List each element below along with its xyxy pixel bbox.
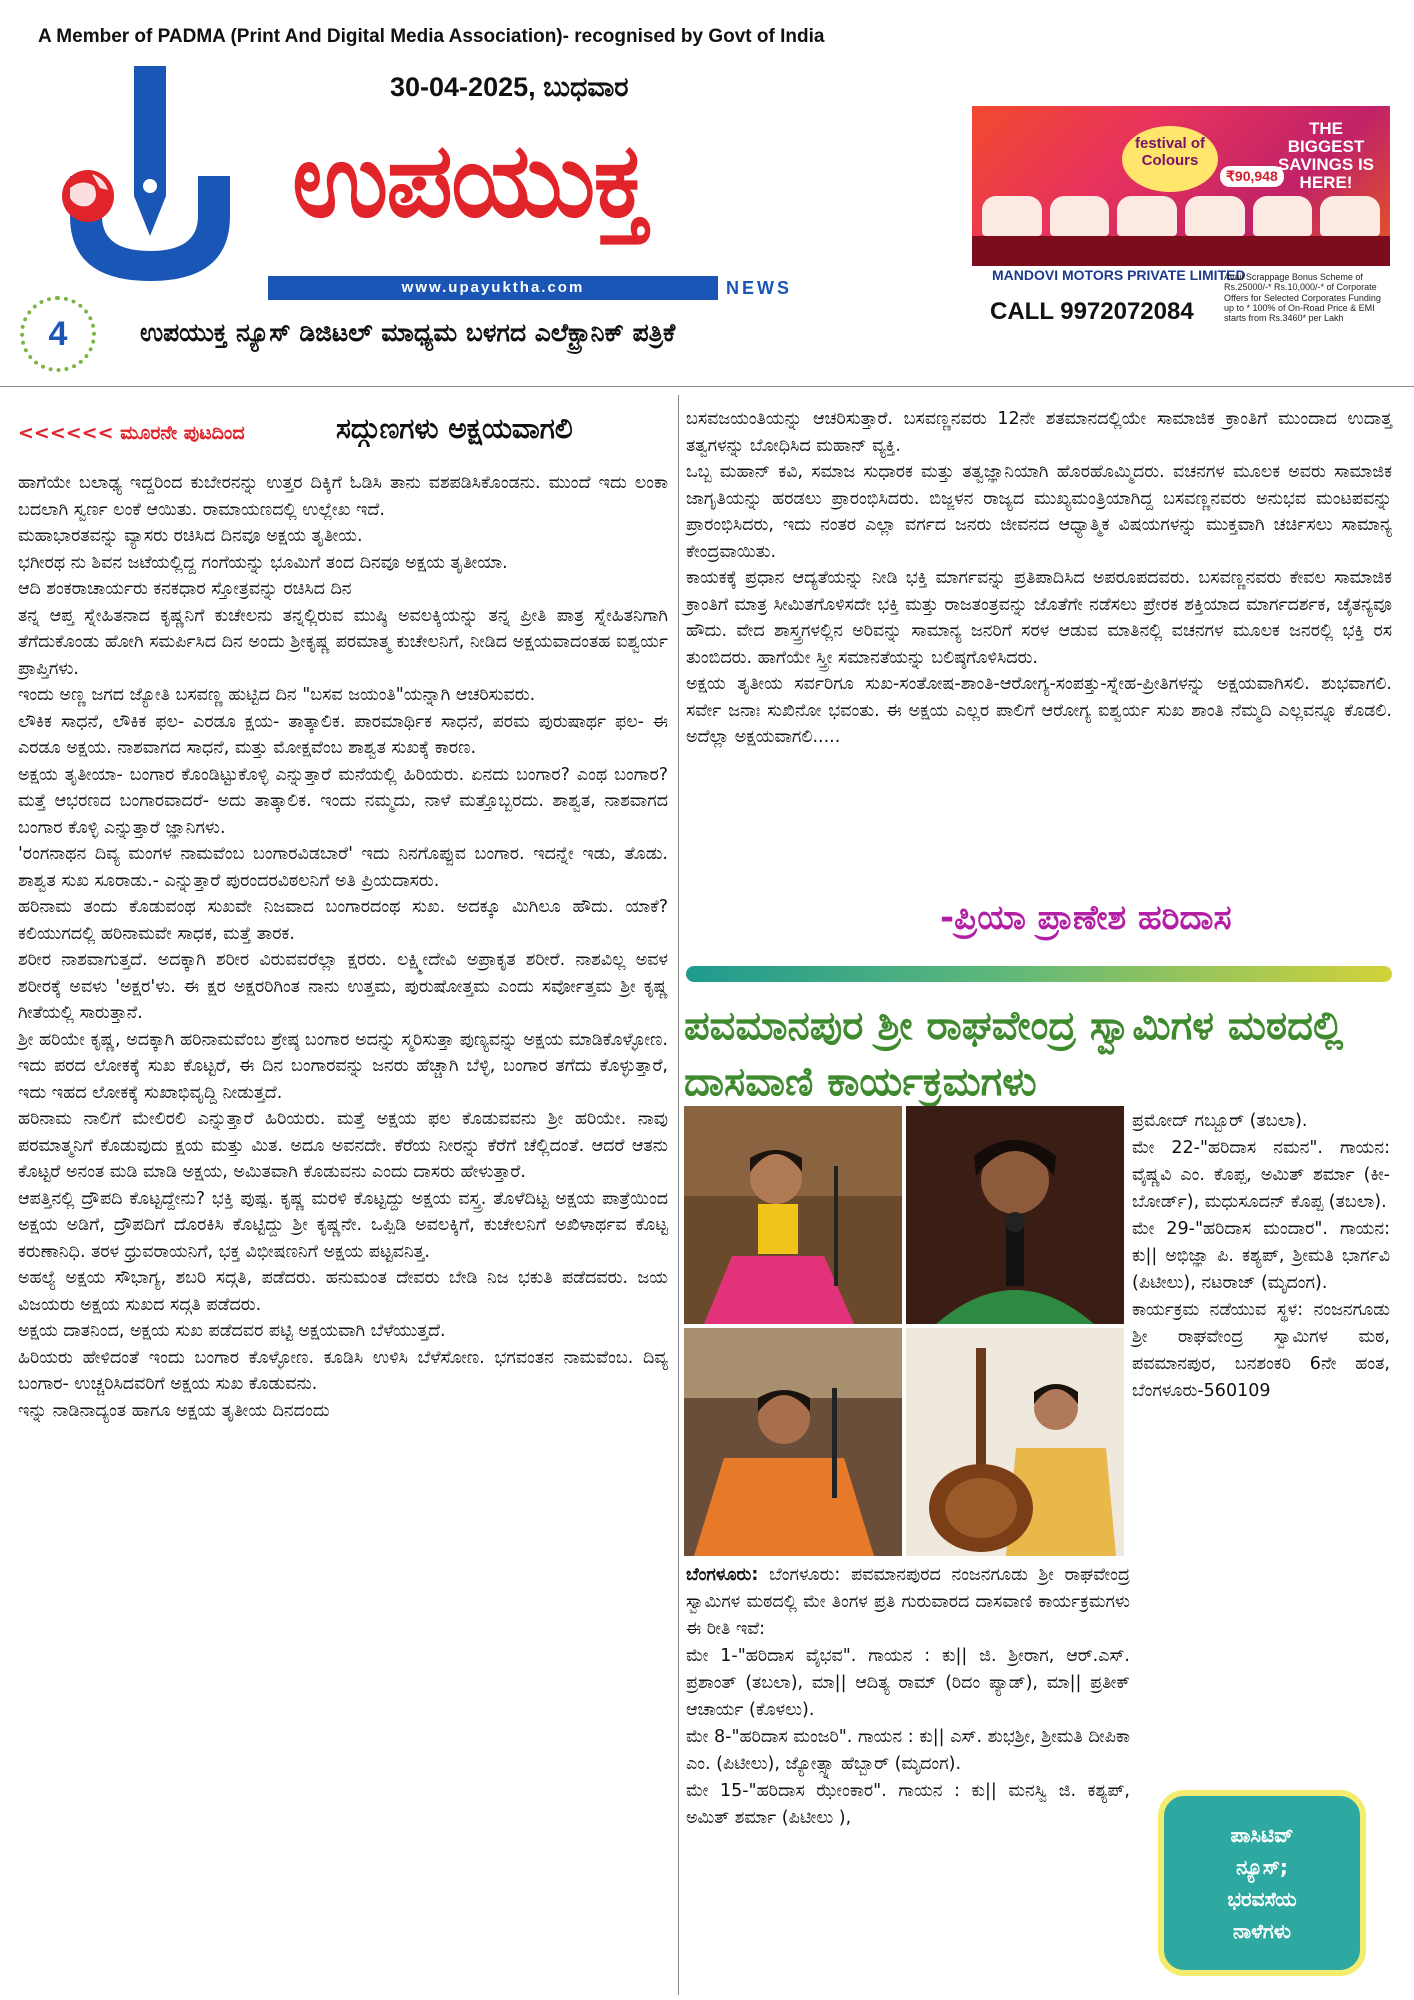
column-divider [678, 395, 679, 1995]
dateline-text: ಬೆಂಗಳೂರು: ಪವಮಾನಪುರದ ನಂಜನಗೂಡು ಶ್ರೀ ರಾಘವೇಂದ್ರ ಸ್ವಾಮಿಗಳ ಮಠದಲ್ಲಿ ಮೇ ತಿಂಗಳ ಪ್ರತಿ ಗುರುವಾರದ ದಾಸವಾಣಿ ಕಾರ್ಯಕ್ರಮಗಳು ಈ ರೀತಿ ಇವೆ: [686, 1565, 1130, 1639]
gradient-divider [686, 966, 1392, 982]
pen-logo-icon [30, 66, 270, 296]
badge-line: ನ್ಯೂಸ್; [1236, 1855, 1288, 1879]
ad-cars-row [982, 196, 1380, 236]
schedule-body [686, 1562, 1130, 1832]
paragraph: ಅಕ್ಷಯ ದಾತನಿಂದ, ಅಕ್ಷಯ ಸುಖ ಪಡೆದವರ ಪಟ್ಟಿ ಅಕ್ಷಯವಾಗಿ ಬೆಳೆಯುತ್ತದೆ. [18, 1321, 446, 1341]
veena-player-photo[interactable] [906, 1328, 1124, 1556]
maruti-advertisement[interactable] [972, 106, 1390, 325]
car-image [1185, 196, 1245, 236]
paragraph: ಒಬ್ಬ ಮಹಾನ್ ಕವಿ, ಸಮಾಜ ಸುಧಾರಕ ಮತ್ತು ತತ್ವಜ್ಞಾನಿಯಾಗಿ ಹೊರಹೊಮ್ಮಿದರು. ವಚನಗಳ ಮೂಲಕ ಅವರು ಸಾಮಾಜಿಕ ಜಾಗೃತಿಯನ್ನು ಹರಡಲು ಪ್ರಾರಂಭಿಸಿದರು. ಬಿಜ್ಜಳನ ರಾಜ್ಯದ ಮುಖ್ಯಮಂತ್ರಿಯಾಗಿದ್ದ ಬಸವಣ್ಣನವರು ಅನುಭವ ಮಂಟಪವನ್ನು ಪ್ರಾರಂಭಿಸಿದರು, ಇದು ನಂತರ ಎಲ್ಲಾ ವರ್ಗದ ಜನರು ಜೀವನದ ಆಧ್ಯಾತ್ಮಿಕ ವಿಷಯಗಳನ್ನು ಮುಕ್ತವಾಗಿ ಚರ್ಚಿಸಲು ಸಾಮಾನ್ಯ ಕೇಂದ್ರವಾಯಿತು. [686, 462, 1392, 562]
article-body-right [686, 406, 1392, 751]
photo-collage [684, 1106, 1124, 1556]
paragraph: ಅಕ್ಷಯ ತೃತೀಯ ಸರ್ವರಿಗೂ ಸುಖ-ಸಂತೋಷ-ಶಾಂತಿ-ಆರೋಗ್ಯ-ಸಂಪತ್ತು-ಸ್ನೇಹ-ಪ್ರೀತಿಗಳನ್ನು ಅಕ್ಷಯವಾಗಿಸಲಿ. ಶುಭವಾಗಲಿ. ಸರ್ವೇ ಜನಾಃ ಸುಖಿನೋ ಭವಂತು. ಈ ಅಕ್ಷಯ ಎಲ್ಲರ ಪಾಲಿಗೆ ಆರೋಗ್ಯ ಐಶ್ವರ್ಯ ಸುಖ ಶಾಂತಿ ನೆಮ್ಮದಿ ಎಲ್ಲವನ್ನೂ ಕೊಡಲಿ. ಅದೆಲ್ಲಾ ಅಕ್ಷಯವಾಗಲಿ..... [686, 674, 1392, 747]
issue-date: 30-04-2025, ಬುಧವಾರ [390, 72, 629, 102]
paragraph: ಕಾಯಕಕ್ಕೆ ಪ್ರಧಾನ ಆದ್ಯತೆಯನ್ನು ನೀಡಿ ಭಕ್ತಿ ಮಾರ್ಗವನ್ನು ಪ್ರತಿಪಾದಿಸಿದ ಅಪರೂಪದವರು. ಬಸವಣ್ಣನವರು ಕೇವಲ ಸಾಮಾಜಿಕ ಕ್ರಾಂತಿಗೆ ಮಾತ್ರ ಸೀಮಿತಗೊಳಿಸದೇ ಭಕ್ತಿ ಮತ್ತು ರಾಜತಂತ್ರವನ್ನು ಜೊತೆಗೇ ನಡೆಸಲು ಪ್ರೇರಕ ಶಕ್ತಿಯಾದ ಮಾರ್ಗದರ್ಶಕ, ಚೈತನ್ಯವೂ ಹೌದು. ವೇದ ಶಾಸ್ತ್ರಗಳಲ್ಲಿನ ಅರಿವನ್ನು ಸಾಮಾನ್ಯ ಜನರಿಗೆ ಸರಳ ಆಡುವ ಮಾತಿನಲ್ಲಿ ವಚನಗಳ ಮೂಲಕ ಜನರಲ್ಲಿ ಭಕ್ತಿ ರಸ ತುಂಬಿದರು. ಹಾಗೆಯೇ ಸ್ತ್ರೀ ಸಮಾನತೆಯನ್ನು ಬಲಿಷ್ಠಗೊಳಿಸಿದರು. [686, 568, 1392, 668]
paragraph: ಇನ್ನು ನಾಡಿನಾದ್ಯಂತ ಹಾಗೂ ಅಕ್ಷಯ ತೃತೀಯ ದಿನದಂದು [18, 1400, 330, 1421]
positive-news-badge [1158, 1790, 1366, 1976]
dateline: ಬೆಂಗಳೂರು: [686, 1565, 759, 1585]
second-article-heading: ಪವಮಾನಪುರ ಶ್ರೀ ರಾಘವೇಂದ್ರ ಸ್ವಾಮಿಗಳ ಮಠದಲ್ಲಿ ದಾಸವಾಣಿ ಕಾರ್ಯಕ್ರಮಗಳು [684, 1003, 1344, 1105]
paragraph: ಹಾಗೆಯೇ ಬಲಾಢ್ಯ ಇದ್ದರಿಂದ ಕುಬೇರನನ್ನು ಉತ್ತರ ದಿಕ್ಕಿಗೆ ಓಡಿಸಿ ತಾನು ವಶಪಡಿಸಿಕೊಂಡನು. ಮುಂದೆ ಇದು ಲಂಕಾ ಬದಲಾಗಿ ಸ್ವರ್ಣ ಲಂಕೆ ಆಯಿತು. ರಾಮಾಯಣದಲ್ಲಿ ಉಲ್ಲೇಖ ಇದೆ. [18, 473, 668, 520]
singer-photo-girl-orange[interactable] [684, 1328, 902, 1556]
paragraph: ಶರೀರ ನಾಶವಾಗುತ್ತದೆ. ಅದಕ್ಕಾಗಿ ಶರೀರ ವಿರುವವರೆಲ್ಲಾ ಕ್ಷರರು. ಲಕ್ಷ್ಮೀದೇವಿ ಅಪ್ರಾಕೃತ ಶರೀರೆ. ನಾಶವಿಲ್ಲ ಅವಳ ಶರೀರಕ್ಕೆ ಅವಳು 'ಅಕ್ಷರ'ಳು. ಈ ಕ್ಷರ ಅಕ್ಷರರಿಗಿಂತ ನಾನು ಉತ್ತಮ, ಪುರುಷೋತ್ತಮ ಎಂದು ಸರ್ವೋತ್ತಮ ಶ್ರೀ ಕೃಷ್ಣ ಗೀತೆಯಲ್ಲಿ ಸಾರುತ್ತಾನೆ. [18, 950, 668, 1023]
paragraph: ಅಕ್ಷಯ ತೃತೀಯಾ- ಬಂಗಾರ ಕೊಂಡಿಟ್ಟುಕೊಳ್ಳಿ ಎನ್ನುತ್ತಾರೆ ಮನೆಯಲ್ಲಿ ಹಿರಿಯರು. ಏನದು ಬಂಗಾರ? ಎಂಥ ಬಂಗಾರ? ಮತ್ತೆ ಆಭರಣದ ಬಂಗಾರವಾದರೆ- ಅದು ತಾತ್ಕಾಲಿಕ. ಇಂದು ನಮ್ಮದು, ನಾಳೆ ಮತ್ತೊಬ್ಬರದು. ಶಾಶ್ವತ, ನಾಶವಾಗದ ಬಂಗಾರ ಕೊಳ್ಳಿ ಎನ್ನುತ್ತಾರೆ ಜ್ಞಾನಿಗಳು. [18, 764, 668, 838]
paragraph [686, 1562, 1130, 1643]
ad-dealer-name: MANDOVI MOTORS PRIVATE LIMITED [992, 267, 1246, 283]
paragraph: ಮೇ 8-"ಹರಿದಾಸ ಮಂಜರಿ". ಗಾಯನ : ಕು|| ಎಸ್. ಶುಭಶ್ರೀ, ಶ್ರೀಮತಿ ದೀಪಿಕಾ ಎಂ. (ಪಿಟೀಲು), ಜ್ಯೋತ್ಸ್ನಾ ಹೆಬ್ಬಾರ್ (ಮೃದಂಗ). [686, 1727, 1130, 1774]
ad-festival-label: festival of Colours [1122, 126, 1218, 192]
badge-line: ನಾಳೆಗಳು [1233, 1919, 1291, 1943]
continued-from-label[interactable]: <<<<<< ಮೂರನೇ ಪುಟದಿಂದ [18, 422, 245, 444]
ad-price: ₹90,948 [1220, 166, 1284, 187]
paragraph: ಅಹಲ್ಯೆ ಅಕ್ಷಯ ಸೌಭಾಗ್ಯ, ಶಬರಿ ಸದ್ಗತಿ, ಪಡೆದರು. ಹನುಮಂತ ದೇವರು ಬೇಡಿ ನಿಜ ಭಕುತಿ ಪಡೆದವರು. ಜಯ ವಿಜಯರು ಅಕ್ಷಯ ಸುಖದ ಸದ್ಗತಿ ಪಡೆದರು. [18, 1268, 668, 1315]
paragraph: ಮೇ 29-"ಹರಿದಾಸ ಮಂದಾರ". ಗಾಯನ: ಕು|| ಅಭಿಜ್ಞಾ ಪಿ. ಕಶ್ಯಪ್, ಶ್ರೀಮತಿ ಭಾರ್ಗವಿ (ಪಿಟೀಲು), ನಟರಾಜ್ (ಮೃದಂಗ). [1132, 1219, 1390, 1293]
schedule-side-column [1132, 1108, 1390, 1405]
website-url[interactable]: www.upayuktha.com [268, 276, 718, 300]
badge-line: ಪಾಸಿಟಿವ್ [1230, 1823, 1294, 1847]
ad-dealer-block [972, 267, 1390, 325]
ad-banner [972, 106, 1390, 266]
paragraph: ಹರಿನಾಮ ತಂದು ಕೊಡುವಂಥ ಸುಖವೇ ನಿಜವಾದ ಬಂಗಾರದಂಥ ಸುಖ. ಅದಕ್ಕೂ ಮಿಗಿಲೂ ಹೌದು. ಯಾಕೆ? ಕಲಿಯುಗದಲ್ಲಿ ಹರಿನಾಮವೇ ಸಾಧಕ, ಮತ್ತೆ ತಾರಕ. [18, 897, 668, 944]
tagline: ಉಪಯುಕ್ತ ನ್ಯೂಸ್ ಡಿಜಿಟಲ್ ಮಾಧ್ಯಮ ಬಳಗದ ಎಲೆಕ್ಟ್ರಾನಿಕ್ ಪತ್ರಿಕೆ [140, 318, 676, 347]
badge-line: ಭರವಸೆಯ [1227, 1887, 1297, 1911]
car-image [1320, 196, 1380, 236]
ad-headline: THE BIGGEST SAVINGS IS HERE! [1277, 119, 1375, 192]
paragraph: ಮೇ 22-"ಹರಿದಾಸ ನಮನ". ಗಾಯನ: ವೈಷ್ಣವಿ ಎಂ. ಕೊಪ್ಪ, ಅಮಿತ್ ಶರ್ಮಾ (ಕೀ-ಬೋರ್ಡ್), ಮಧುಸೂದನ್ ಕೊಪ್ಪ (ತಬಲಾ). [1132, 1138, 1390, 1212]
page-number-badge: 4 [20, 296, 96, 372]
car-image [1050, 196, 1110, 236]
singer-photo-woman-mic[interactable] [906, 1106, 1124, 1324]
paragraph: ಪ್ರಮೋದ್ ಗಬ್ಬೂರ್ (ತಬಲಾ). [1132, 1111, 1308, 1131]
paragraph: ಹಿರಿಯರು ಹೇಳಿದಂತೆ ಇಂದು ಬಂಗಾರ ಕೊಳ್ಳೋಣ. ಕೂಡಿಸಿ ಉಳಿಸಿ ಬೆಳೆಸೋಣ. ಭಗವಂತನ ನಾಮವೆಂಬ. ದಿವ್ಯ ಬಂಗಾರ- ಉಚ್ಚರಿಸಿದವರಿಗೆ ಅಕ್ಷಯ ಸುಖ ಕೊಡುವನು. [18, 1347, 668, 1394]
news-label: NEWS [726, 278, 792, 298]
padma-member-line: A Member of PADMA (Print And Digital Media Association)- recognised by Govt of India [38, 26, 825, 47]
car-image [982, 196, 1042, 236]
ad-phone[interactable]: CALL 9972072084 [990, 298, 1194, 325]
header-divider [0, 386, 1414, 387]
singer-photo-girl-yellow[interactable] [684, 1106, 902, 1324]
paragraph: ಆದಿ ಶಂಕರಾಚಾರ್ಯರು ಕನಕಧಾರ ಸ್ತೋತ್ರವನ್ನು ರಚಿಸಿದ ದಿನ [18, 579, 352, 599]
paragraph: ಮೇ 1-"ಹರಿದಾಸ ವೈಭವ". ಗಾಯನ : ಕು|| ಜಿ. ಶ್ರೀರಾಗ, ಆರ್.ಎಸ್. ಪ್ರಶಾಂತ್ (ತಬಲಾ), ಮಾ|| ಆದಿತ್ಯ ರಾಮ್ (ರಿದಂ ಪ್ಯಾಡ್), ಮಾ|| ಪ್ರತೀಕ್ ಆಚಾರ್ಯ (ಕೊಳಲು). [686, 1646, 1130, 1720]
newspaper-title: ಉಪಯುಕ್ತ [292, 119, 648, 241]
paragraph: ಭಗೀರಥ ನು ಶಿವನ ಜಟೆಯಲ್ಲಿದ್ದ ಗಂಗೆಯನ್ನು ಭೂಮಿಗೆ ತಂದ ದಿನವೂ ಅಕ್ಷಯ ತೃತೀಯಾ. [18, 552, 508, 573]
paragraph: ಬಸವಜಯಂತಿಯನ್ನು ಆಚರಿಸುತ್ತಾರೆ. ಬಸವಣ್ಣನವರು 12ನೇ ಶತಮಾನದಲ್ಲಿಯೇ ಸಾಮಾಜಿಕ ಕ್ರಾಂತಿಗೆ ಮುಂದಾದ ಉದಾತ್ತ ತತ್ವಗಳನ್ನು ಬೋಧಿಸಿದ ಮಹಾನ್ ವ್ಯಕ್ತಿ. [686, 409, 1392, 456]
article-heading: ಸದ್ಗುಣಗಳು ಅಕ್ಷಯವಾಗಲಿ [336, 412, 573, 445]
paragraph: ಲೌಕಿಕ ಸಾಧನೆ, ಲೌಕಿಕ ಫಲ- ಎರಡೂ ಕ್ಷಯ- ತಾತ್ಕಾಲಿಕ. ಪಾರಮಾರ್ಥಿಕ ಸಾಧನೆ, ಪರಮ ಪುರುಷಾರ್ಥ ಫಲ- ಈ ಎರಡೂ ಅಕ್ಷಯ. ನಾಶವಾಗದ ಸಾಧನೆ, ಮತ್ತು ಮೋಕ್ಷವೆಂಬ ಶಾಶ್ವತ ಸುಖಕ್ಕೆ ಕಾರಣ. [18, 711, 668, 758]
paragraph: 'ರಂಗನಾಥನ ದಿವ್ಯ ಮಂಗಳ ನಾಮವೆಂಬ ಬಂಗಾರವಿಡಬಾರೆ' ಇದು ನಿನಗೊಪ್ಪುವ ಬಂಗಾರ. ಇದನ್ನೇ ಇಡು, ತೊಡು. ಶಾಶ್ವತ ಸುಖ ಸೂರಾಡು.- ಎನ್ನುತ್ತಾರೆ ಪುರಂದರವಿಠಲನಿಗೆ ಅತಿ ಪ್ರಿಯದಾಸರು. [18, 844, 668, 891]
paragraph: ಕಾರ್ಯಕ್ರಮ ನಡೆಯುವ ಸ್ಥಳ: ನಂಜನಗೂಡು ಶ್ರೀ ರಾಘವೇಂದ್ರ ಸ್ವಾಮಿಗಳ ಮಠ, ಪವಮಾನಪುರ, ಬನಶಂಕರಿ 6ನೇ ಹಂತ, ಬೆಂಗಳೂರು-560109 [1132, 1300, 1390, 1401]
article-body-left [18, 470, 668, 1424]
paragraph: ಆಪತ್ತಿನಲ್ಲಿ ದ್ರೌಪದಿ ಕೊಟ್ಟದ್ದೇನು? ಭಕ್ತಿ ಪುಷ್ಪ. ಕೃಷ್ಣ ಮರಳಿ ಕೊಟ್ಟದ್ದು ಅಕ್ಷಯ ವಸ್ತ್ರ. ತೊಳೆದಿಟ್ಟ ಅಕ್ಷಯ ಪಾತ್ರೆಯಿಂದ ಅಕ್ಷಯ ಅಡಿಗೆ, ದ್ರೌಪದಿಗೆ ದೊರಕಿಸಿ ಕೊಟ್ಟಿದ್ದು ಶ್ರೀ ಕೃಷ್ಣನೇ. ಒಪ್ಪಿಡಿ ಅವಲಕ್ಕಿಗೆ, ಕುಚೇಲನಿಗೆ ಅಖಿಳಾರ್ಥವ ಕೊಟ್ಟ ಕರುಣಾನಿಧಿ. ತರಳ ಧ್ರುವರಾಯನಿಗೆ, ಭಕ್ತ ವಿಭೀಷಣನಿಗೆ ಅಕ್ಷಯ ಪಟ್ಟವನಿತ್ತ. [18, 1188, 668, 1262]
car-image [1117, 196, 1177, 236]
paragraph: ಶ್ರೀ ಹರಿಯೇ ಕೃಷ್ಣ, ಅದಕ್ಕಾಗಿ ಹರಿನಾಮವೆಂಬ ಶ್ರೇಷ್ಠ ಬಂಗಾರ ಅದನ್ನು ಸ್ಮರಿಸುತ್ತಾ ಪುಣ್ಯವನ್ನು ಅಕ್ಷಯ ಮಾಡಿಕೊಳ್ಳೋಣ. ಇದು ಪರದ ಲೋಕಕ್ಕೆ ಸುಖ ಕೊಟ್ಟರೆ, ಈ ದಿನ ಬಂಗಾರವನ್ನು ಜನರು ಹೆಚ್ಚಾಗಿ ಬೆಳ್ಳಿ, ಬಂಗಾರ ತಗೆದು ಕೊಳ್ಳುತ್ತಾರೆ, ಇದು ಇಹದ ಲೋಕಕ್ಕೆ ಸುಖಾಭಿವೃದ್ದಿ ನೀಡುತ್ತದೆ. [18, 1029, 668, 1103]
ad-scheme-text: Avail Scrappage Bonus Scheme of Rs.25000/-* Rs.10,000/-* of Corporate Offers for Selected Corporates Funding up to * 100% of On-Road Price & EMI starts from Rs.3460* per Lakh [1224, 272, 1381, 324]
author-signature: -ಪ್ರಿಯಾ ಪ್ರಾಣೇಶ ಹರಿದಾಸ [940, 898, 1232, 938]
paragraph: ತನ್ನ ಆಪ್ತ ಸ್ನೇಹಿತನಾದ ಕೃಷ್ಣನಿಗೆ ಕುಚೇಲನು ತನ್ನಲ್ಲಿರುವ ಮುಷ್ಠಿ ಅವಲಕ್ಕಿಯನ್ನು ತನ್ನ ಪ್ರೀತಿ ಪಾತ್ರ ಸ್ನೇಹಿತನಿಗಾಗಿ ತೆಗೆದುಕೊಂಡು ಹೋಗಿ ಸಮರ್ಪಿಸಿದ ದಿನ ಅಂದು ಶ್ರೀಕೃಷ್ಣ ಪರಮಾತ್ಮ ಕುಚೇಲನಿಗೆ, ನೀಡಿದ ಅಕ್ಷಯವಾದಂತಹ ಐಶ್ವರ್ಯ ಪ್ರಾಪ್ತಿಗಳು. [18, 605, 668, 679]
car-image [1253, 196, 1313, 236]
paragraph: ಇಂದು ಅಣ್ಣ ಜಗದ ಜ್ಯೋತಿ ಬಸವಣ್ಣ ಹುಟ್ಟಿದ ದಿನ "ಬಸವ ಜಯಂತಿ"ಯನ್ನಾಗಿ ಆಚರಿಸುವರು. [18, 685, 536, 705]
ad-price-strip [972, 236, 1390, 266]
paragraph: ಮೇ 15-"ಹರಿದಾಸ ಝೇಂಕಾರ". ಗಾಯನ : ಕು|| ಮನಸ್ವಿ ಜಿ. ಕಶ್ಯಪ್, ಅಮಿತ್ ಶರ್ಮಾ (ಪಿಟೀಲು ), [686, 1781, 1130, 1828]
paragraph: ಮಹಾಭಾರತವನ್ನು ವ್ಯಾಸರು ರಚಿಸಿದ ದಿನವೂ ಅಕ್ಷಯ ತೃತೀಯ. [18, 526, 363, 546]
paragraph: ಹರಿನಾಮ ನಾಲಿಗೆ ಮೇಲಿರಲಿ ಎನ್ನುತ್ತಾರೆ ಹಿರಿಯರು. ಮತ್ತೆ ಅಕ್ಷಯ ಫಲ ಕೊಡುವವನು ಶ್ರೀ ಹರಿಯೇ. ನಾವು ಪರಮಾತ್ಮನಿಗೆ ಕೊಡುವುದು ಕ್ಷಯ ಮತ್ತು ಮಿತ. ಅದೂ ಅವನದೇ. ಕೆರೆಯ ನೀರನ್ನು ಕೆರೆಗೆ ಚೆಲ್ಲಿದಂತೆ. ಆದರೆ ಆತನು ಕೊಟ್ಟರೆ ಅನಂತ ಮಡಿ ಮಾಡಿ ಅಕ್ಷಯ, ಅಮಿತವಾಗಿ ಕೊಡುವನು ಎಂದು ದಾಸರು ಹೇಳುತ್ತಾರೆ. [18, 1109, 668, 1182]
